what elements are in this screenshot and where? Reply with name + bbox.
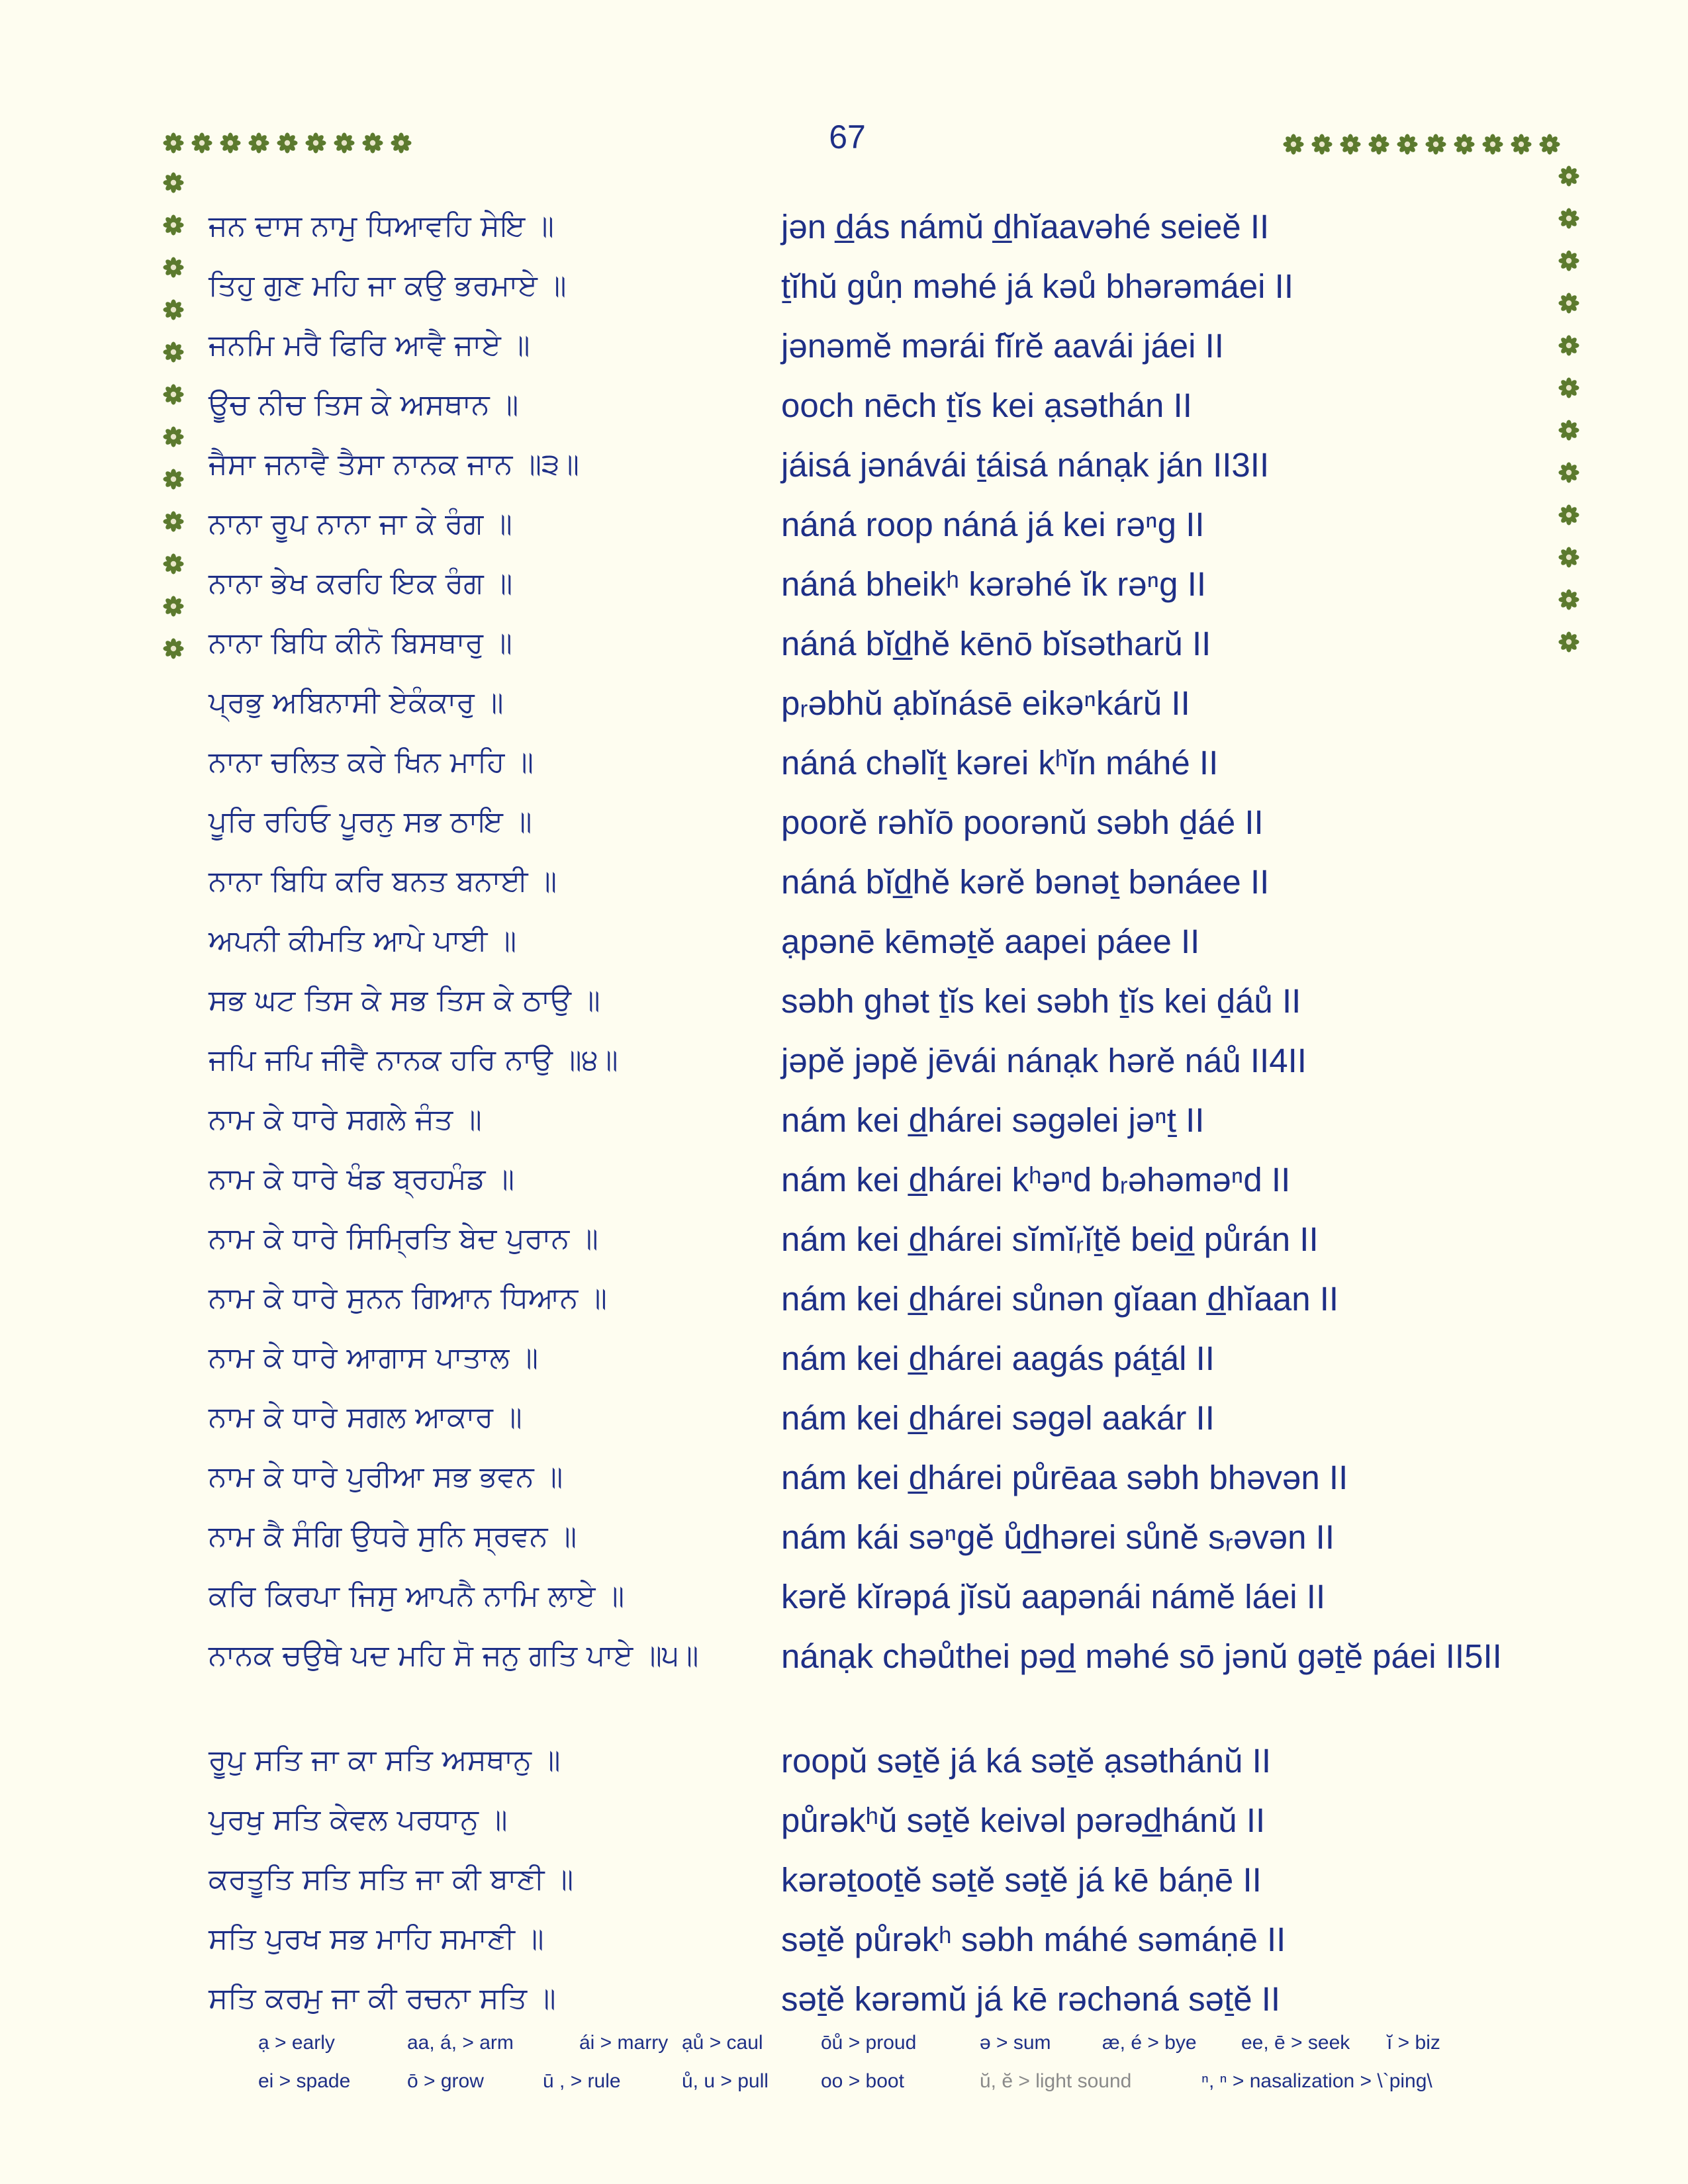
flower-icon (1311, 134, 1333, 155)
transliteration-line: náná bĭd̲hĕ kərĕ bənəṯ bənáee II (781, 863, 1270, 901)
transliteration-line: pᵣəbhŭ ạbĭnásē eikəⁿkárŭ II (781, 684, 1190, 722)
flower-icon (1283, 134, 1304, 155)
transliteration-line: nám kei d̲hárei aagás páṯál II (781, 1340, 1215, 1377)
legend-item: ĭ > biz (1387, 2032, 1440, 2054)
transliteration-line: kərəṯooṯĕ səṯĕ səṯĕ já kē báṇē II (781, 1861, 1262, 1899)
transliteration-line: səṯĕ půrəkʰ səbh máhé səmáṇē II (781, 1921, 1286, 1958)
verse-row (0, 383, 1688, 442)
gurmukhi-line: ਰੂਪੁ ਸਤਿ ਜਾ ਕਾ ਸਤਿ ਅਸਥਾਨੁ ॥ (209, 1743, 561, 1777)
legend-item: ee, ē > seek (1241, 2032, 1350, 2054)
transliteration-line: nám kei d̲hárei səgəlei jəⁿṯ II (781, 1101, 1205, 1139)
flower-icon (1539, 134, 1560, 155)
gurmukhi-line: ਜੈਸਾ ਜਨਾਵੈ ਤੈਸਾ ਨਾਨਕ ਜਾਨ ॥੩॥ (209, 447, 580, 481)
gurmukhi-line: ਅਪਨੀ ਕੀਮਤਿ ਆਪੇ ਪਾਈ ॥ (209, 924, 517, 958)
legend-item: ạů > caul (682, 2032, 763, 2054)
verse-row (0, 1917, 1688, 1976)
flower-icon (334, 132, 355, 154)
flower-icon (191, 132, 212, 154)
gurmukhi-line: ਤਿਹੁ ਗੁਣ ਮਹਿ ਜਾ ਕਉ ਭਰਮਾਏ ॥ (209, 269, 567, 302)
verse-row (0, 561, 1688, 621)
gurmukhi-line: ਨਾਮ ਕੇ ਧਾਰੇ ਸਗਲੇ ਜੰਤ ॥ (209, 1103, 482, 1136)
gurmukhi-line: ਊਚ ਨੀਚ ਤਿਸ ਕੇ ਅਸਥਾਨ ॥ (209, 388, 519, 422)
verse-row (0, 1216, 1688, 1276)
legend-item: ái > marry (579, 2032, 669, 2054)
transliteration-line: půrəkʰŭ səṯĕ keivəl pərəd̲hánŭ II (781, 1801, 1266, 1839)
flower-icon (1482, 134, 1503, 155)
page-number: 67 (829, 118, 866, 156)
flower-icon (1454, 134, 1475, 155)
transliteration-line: jən d̲ás námŭ d̲hĭaavəhé seieĕ II (781, 208, 1270, 246)
legend-item: ə > sum (980, 2032, 1051, 2054)
transliteration-line: jənəmĕ mərái fĭrĕ aavái jáei II (781, 327, 1224, 365)
verse-row (0, 740, 1688, 799)
legend-item: ⁿ, ⁿ > nasalization > \`ping\ (1201, 2070, 1432, 2092)
flower-icon (362, 132, 383, 154)
gurmukhi-line: ਨਾਨਾ ਭੇਖ ਕਰਹਿ ਇਕ ਰੰਗ ॥ (209, 567, 513, 600)
verse-row (0, 1395, 1688, 1455)
verse-row (0, 323, 1688, 383)
gurmukhi-line: ਨਾਮ ਕੇ ਧਾਰੇ ਪੁਰੀਆ ਸਭ ਭਵਨ ॥ (209, 1460, 563, 1494)
legend-item: ō > grow (407, 2070, 484, 2092)
flower-icon (277, 132, 298, 154)
transliteration-line: náná bheikʰ kərəhé ĭk rəⁿg II (781, 565, 1207, 603)
verse-row (0, 1514, 1688, 1574)
gurmukhi-line: ਜਨਮਿ ਮਰੈ ਫਿਰਿ ਆਵੈ ਜਾਏ ॥ (209, 328, 530, 362)
verse-row (0, 442, 1688, 502)
verse-row (0, 1157, 1688, 1216)
verse-row (0, 502, 1688, 561)
legend-item: æ, é > bye (1102, 2032, 1197, 2054)
gurmukhi-line: ਨਾਮ ਕੇ ਧਾਰੇ ਸਗਲ ਆਕਾਰ ॥ (209, 1400, 522, 1434)
verse-row (0, 263, 1688, 323)
legend-item: ei > spade (258, 2070, 351, 2092)
gurmukhi-line: ਨਾਨਾ ਚਲਿਤ ਕਰੇ ਖਿਨ ਮਾਹਿ ॥ (209, 745, 534, 779)
flower-icon (163, 172, 184, 193)
gurmukhi-line: ਨਾਮ ਕੇ ਧਾਰੇ ਖੰਡ ਬ੍ਰਹਮੰਡ ॥ (209, 1162, 515, 1196)
transliteration-line: jáisá jənávái ṯáisá nánạk ján II3II (781, 446, 1270, 484)
verse-row (0, 680, 1688, 740)
transliteration-line: səbh ghət ṯĭs kei səbh ṯĭs kei ḏáů II (781, 982, 1301, 1020)
transliteration-line: nám kei d̲hárei səgəl aakár II (781, 1399, 1215, 1437)
transliteration-line: nám kái səⁿgĕ ůd̲hərei sůnĕ sᵣəvən II (781, 1518, 1335, 1556)
gurmukhi-line: ਨਾਨਾ ਬਿਧਿ ਕੀਨੋ ਬਿਸਥਾਰੁ ॥ (209, 626, 512, 660)
transliteration-line: ooch nēch ṯĭs kei ạsəthán II (781, 387, 1192, 424)
gurmukhi-line: ਨਾਨਾ ਬਿਧਿ ਕਰਿ ਬਨਤ ਬਨਾਈ ॥ (209, 864, 557, 898)
verse-row (0, 1097, 1688, 1157)
gurmukhi-line: ਕਰਿ ਕਿਰਪਾ ਜਿਸੁ ਆਪਨੈ ਨਾਮਿ ਲਾਏ ॥ (209, 1579, 625, 1613)
gurmukhi-line: ਪੂਰਿ ਰਹਿਓ ਪੂਰਨੁ ਸਭ ਠਾਇ ॥ (209, 805, 532, 839)
flower-icon (1511, 134, 1532, 155)
gurmukhi-line: ਨਾਮ ਕੈ ਸੰਗਿ ਉਧਰੇ ਸੁਨਿ ਸ੍ਰਵਨ ॥ (209, 1520, 577, 1553)
verse-row (0, 1038, 1688, 1097)
flower-icon (248, 132, 269, 154)
verse-row (0, 1455, 1688, 1514)
legend-item: ŭ, ĕ > light sound (980, 2070, 1132, 2092)
flower-icon (1397, 134, 1418, 155)
gurmukhi-line: ਸਤਿ ਪੁਰਖ ਸਭ ਮਾਹਿ ਸਮਾਣੀ ॥ (209, 1922, 544, 1956)
legend-item: ū , > rule (543, 2070, 621, 2092)
legend-item: ạ > early (258, 2032, 335, 2054)
verse-row (0, 621, 1688, 680)
verse-row (0, 1276, 1688, 1336)
legend-item: ů, u > pull (682, 2070, 769, 2092)
legend-item: aa, á, > arm (407, 2032, 514, 2054)
verse-row (0, 919, 1688, 978)
transliteration-line: nám kei d̲hárei sůnən gĭaan d̲hĭaan II (781, 1280, 1339, 1318)
verse-row (0, 1857, 1688, 1917)
flower-icon (391, 132, 412, 154)
transliteration-line: náná bĭd̲hĕ kēnō bĭsətharŭ II (781, 625, 1211, 662)
gurmukhi-line: ਜਨ ਦਾਸ ਨਾਮੁ ਧਿਆਵਹਿ ਸੇਇ ॥ (209, 209, 554, 243)
flower-icon (220, 132, 241, 154)
transliteration-line: ṯĭhŭ gůṇ məhé já kəů bhərəmáei II (781, 267, 1293, 305)
transliteration-line: ạpənē kēməṯĕ aapei páee II (781, 923, 1200, 960)
flower-icon (163, 132, 184, 154)
transliteration-line: nám kei d̲hárei kʰəⁿd bᵣəhəməⁿd II (781, 1161, 1291, 1199)
transliteration-line: jəpĕ jəpĕ jēvái nánạk hərĕ náů II4II (781, 1042, 1307, 1079)
gurmukhi-line: ਜਪਿ ਜਪਿ ਜੀਵੈ ਨਾਨਕ ਹਰਿ ਨਾਉ ॥੪॥ (209, 1043, 618, 1077)
flower-icon (305, 132, 326, 154)
verse-row (0, 1738, 1688, 1797)
verse-row (0, 204, 1688, 263)
gurmukhi-line: ਪੁਰਖੁ ਸਤਿ ਕੇਵਲ ਪਰਧਾਨੁ ॥ (209, 1803, 508, 1837)
verse-row (0, 859, 1688, 919)
transliteration-line: kərĕ kĭrəpá jĭsŭ aapənái námĕ láei II (781, 1578, 1326, 1615)
gurmukhi-line: ਪ੍ਰਭੁ ਅਬਿਨਾਸੀ ਏਕੰਕਾਰੁ ॥ (209, 686, 504, 719)
transliteration-line: roopŭ səṯĕ já ká səṯĕ ạsəthánŭ II (781, 1742, 1271, 1780)
gurmukhi-line: ਨਾਨਕ ਚਉਥੇ ਪਦ ਮਹਿ ਸੋ ਜਨੁ ਗਤਿ ਪਾਏ ॥੫॥ (209, 1639, 699, 1672)
verse-row (0, 1336, 1688, 1395)
gurmukhi-line: ਕਰਤੂਤਿ ਸਤਿ ਸਤਿ ਜਾ ਕੀ ਬਾਣੀ ॥ (209, 1862, 574, 1896)
verse-row (0, 1797, 1688, 1857)
gurmukhi-line: ਸਭ ਘਟ ਤਿਸ ਕੇ ਸਭ ਤਿਸ ਕੇ ਠਾਉ ॥ (209, 983, 600, 1017)
verse-row (0, 1976, 1688, 2036)
flower-icon (1425, 134, 1446, 155)
verse-row (0, 1574, 1688, 1633)
flower-icon (1368, 134, 1389, 155)
flower-icon (1558, 165, 1579, 187)
gurmukhi-line: ਨਾਮ ਕੇ ਧਾਰੇ ਸੁਨਨ ਗਿਆਨ ਧਿਆਨ ॥ (209, 1281, 607, 1315)
transliteration-line: náná chəlĭṯ kərei kʰĭn máhé II (781, 744, 1219, 782)
legend-item: oo > boot (821, 2070, 904, 2092)
gurmukhi-line: ਸਤਿ ਕਰਮੁ ਜਾ ਕੀ ਰਚਨਾ ਸਤਿ ॥ (209, 1981, 556, 2015)
transliteration-line: poorĕ rəhĭō poorənŭ səbh ḏáé II (781, 803, 1264, 841)
legend-item: ōů > proud (821, 2032, 917, 2054)
transliteration-line: səṯĕ kərəmŭ já kē rəchəná səṯĕ II (781, 1980, 1281, 2018)
gurmukhi-line: ਨਾਨਾ ਰੂਪ ਨਾਨਾ ਜਾ ਕੇ ਰੰਗ ॥ (209, 507, 512, 541)
transliteration-line: nám kei d̲hárei půrēaa səbh bhəvən II (781, 1459, 1348, 1496)
verse-row (0, 1633, 1688, 1693)
gurmukhi-line: ਨਾਮ ਕੇ ਧਾਰੇ ਆਗਾਸ ਪਾਤਾਲ ॥ (209, 1341, 539, 1375)
gurmukhi-line: ਨਾਮ ਕੇ ਧਾਰੇ ਸਿਮ੍ਰਿਤਿ ਬੇਦ ਪੁਰਾਨ ॥ (209, 1222, 598, 1255)
flower-icon (1340, 134, 1361, 155)
transliteration-line: nám kei d̲hárei sĭmĭᵣĭṯĕ beid̲ půrán II (781, 1220, 1319, 1258)
verse-row (0, 799, 1688, 859)
transliteration-line: náná roop náná já kei rəⁿg II (781, 506, 1205, 543)
transliteration-line: nánạk chəůthei pəd̲ məhé sō jənŭ gəṯĕ páei II5II (781, 1637, 1502, 1675)
verse-row (0, 978, 1688, 1038)
